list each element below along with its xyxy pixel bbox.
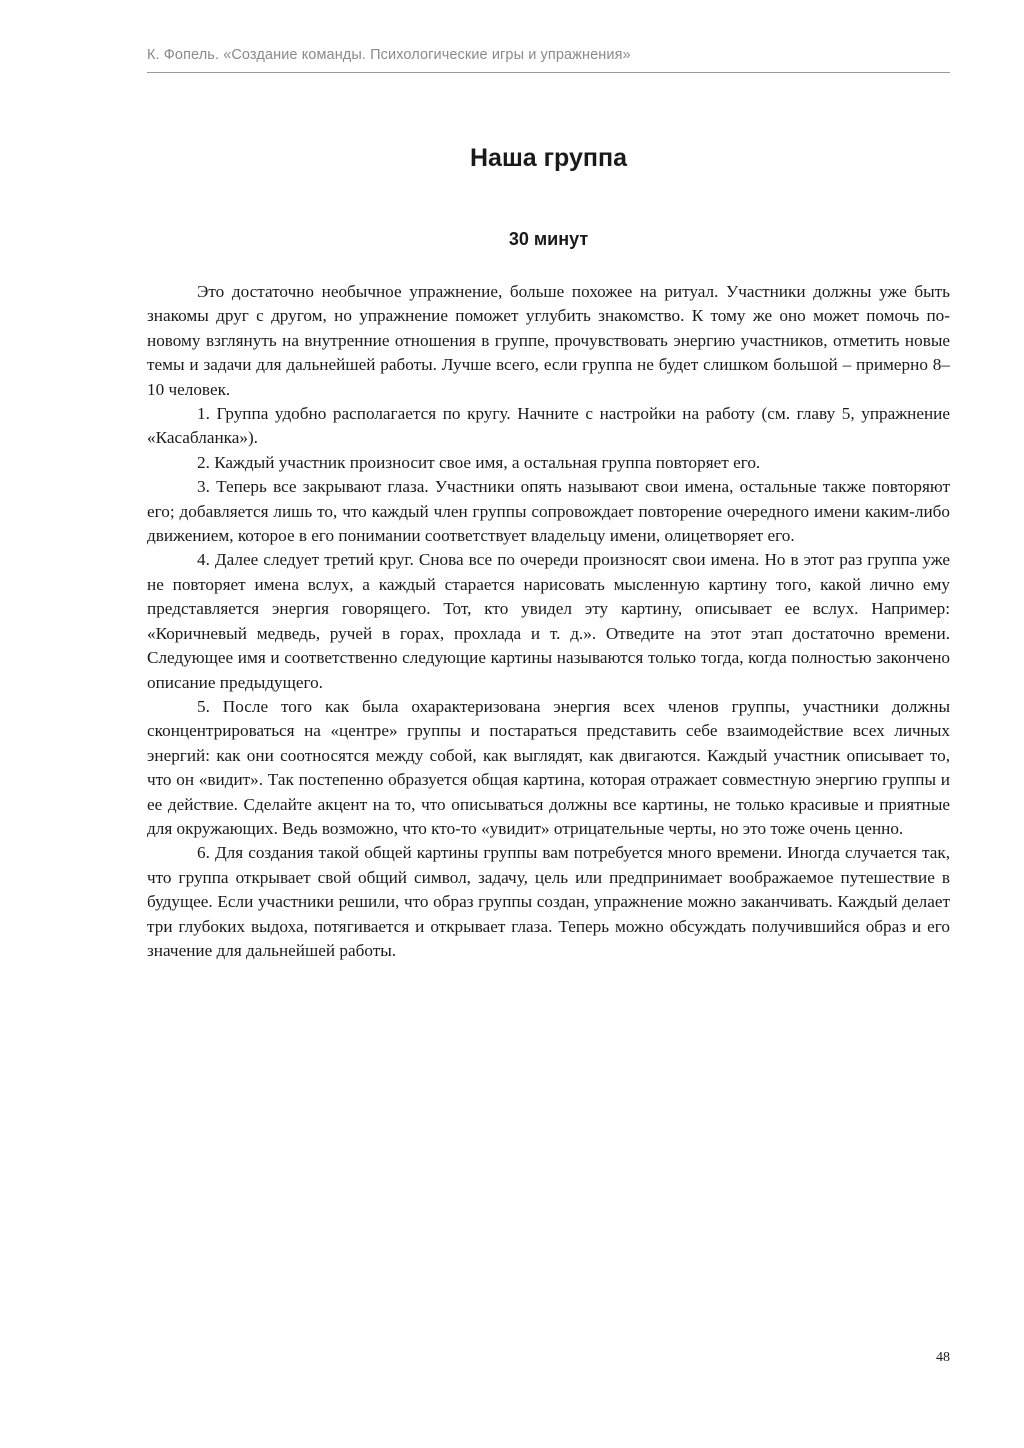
- paragraph-intro: Это достаточно необычное упражнение, больше похожее на ритуал. Участники должны уже быть знакомы друг с другом, но упражнение поможет углубить знакомство. К тому же оно может помочь по-новому взглянуть на внутренние отношения в группе, прочувствовать энергию участников, отметить новые темы и задачи для дальнейшей работы. Лучше всего, если группа не будет слишком большой – примерно 8–10 человек.: [147, 282, 950, 399]
- paragraph-step-4: 4. Далее следует третий круг. Снова все по очереди произносят свои имена. Но в этот раз группа уже не повторяет имена вслух, а каждый старается нарисовать мысленную картину того, какой лично ему представляется энергия говорящего. Тот, кто увидел эту картину, описывает ее вслух. Например: «Коричневый медведь, ручей в горах, прохлада и т. д.». Отведите на этот этап достаточно времени. Следующее имя и соответственно следующие картины называются только тогда, когда полностью закончено описание предыдущего.: [147, 550, 950, 692]
- paragraph-step-6: 6. Для создания такой общей картины группы вам потребуется много времени. Иногда случается так, что группа открывает свой общий символ, задачу, цель или предпринимает воображаемое путешествие в будущее. Если участники решили, что образ группы создан, упражнение можно заканчивать. Каждый делает три глубоких выдоха, потягивается и открывает глаза. Теперь можно обсуждать получившийся образ и его значение для дальнейшей работы.: [147, 843, 950, 960]
- page-title: Наша группа: [469, 144, 627, 172]
- body-text: [147, 280, 950, 963]
- running-header: К. Фопель. «Создание команды. Психологические игры и упражнения»: [147, 47, 631, 63]
- header-divider: [147, 72, 950, 73]
- paragraph-step-3: 3. Теперь все закрывают глаза. Участники опять называют свои имена, остальные также повторяют его; добавляется лишь то, что каждый член группы сопровождает повторение очередного имени каким-либо движением, которое в его понимании соответствует владельцу имени, олицетворяет его.: [147, 477, 950, 546]
- page-number: 48: [936, 1350, 950, 1365]
- paragraph-step-1: 1. Группа удобно располагается по кругу. Начните с настройки на работу (см. главу 5, упражнение «Касабланка»).: [147, 404, 950, 448]
- paragraph-step-2: 2. Каждый участник произносит свое имя, а остальная группа повторяет его.: [197, 452, 761, 472]
- paragraph-step-5: 5. После того как была охарактеризована энергия всех членов группы, участники должны сконцентрироваться на «центре» группы и постараться представить себе взаимодействие всех личных энергий: как они соотносятся между собой, как выглядят, как двигаются. Каждый участник описывает то, что он «видит». Так постепенно образуется общая картина, которая отражает совместную энергию группы и ее действие. Сделайте акцент на то, что описываться должны все картины, не только красивые и приятные для окружающих. Ведь возможно, что кто-то «увидит» отрицательные черты, но это тоже очень ценно.: [147, 696, 950, 838]
- exercise-duration: 30 минут: [508, 229, 589, 249]
